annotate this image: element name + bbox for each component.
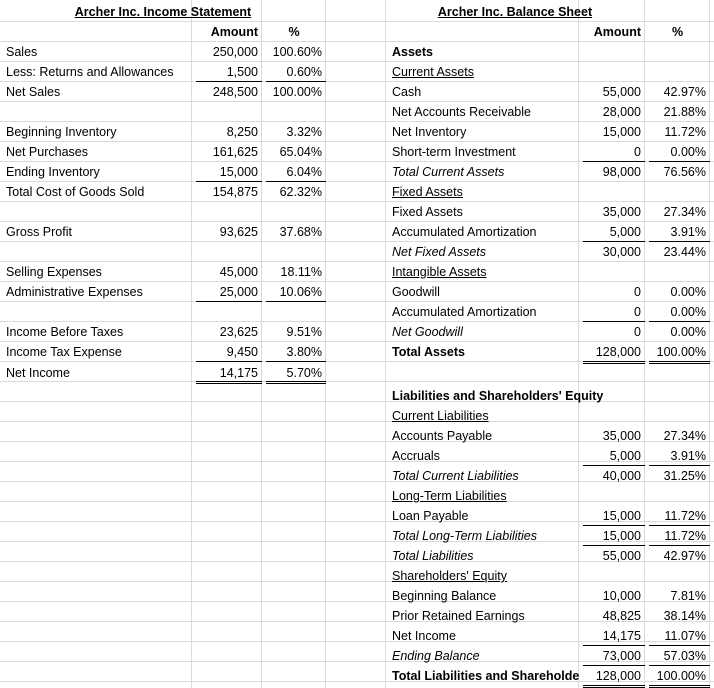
total-liabilities-equity-amount[interactable]: 128,000 [583, 666, 645, 688]
fixed-assets-header[interactable]: Fixed Assets [392, 185, 463, 199]
total-long-term-liabilities-pct[interactable]: 11.72% [649, 526, 710, 546]
accruals-label[interactable]: Accruals [392, 449, 440, 463]
net-purchases-label[interactable]: Net Purchases [6, 145, 88, 159]
income-pct-header[interactable]: % [288, 25, 300, 39]
gross-profit-amount[interactable]: 93,625 [219, 225, 258, 239]
income-tax-amount[interactable]: 9,450 [196, 342, 262, 362]
accumulated-amortization-label[interactable]: Accumulated Amortization [392, 225, 537, 239]
cogs-pct[interactable]: 62.32% [279, 185, 322, 199]
intangible-assets-header[interactable]: Intangible Assets [392, 265, 487, 279]
net-sales-pct[interactable]: 100.00% [272, 85, 322, 99]
sales-amount[interactable]: 250,000 [212, 45, 258, 59]
income-statement-title[interactable]: Archer Inc. Income Statement [74, 5, 252, 19]
returns-amount[interactable]: 1,500 [196, 62, 262, 82]
prior-retained-earnings-pct[interactable]: 38.14% [663, 609, 706, 623]
fixed-assets-pct[interactable]: 27.34% [663, 205, 706, 219]
total-current-assets-amount[interactable]: 98,000 [602, 165, 641, 179]
sales-label[interactable]: Sales [6, 45, 38, 59]
accumulated-amortization-amount[interactable]: 5,000 [583, 222, 645, 242]
income-tax-pct[interactable]: 3.80% [266, 342, 326, 362]
st-investment-pct[interactable]: 0.00% [649, 142, 710, 162]
balance-pct-header[interactable]: % [671, 25, 684, 39]
cogs-amount[interactable]: 154,875 [212, 185, 258, 199]
net-fixed-assets-pct[interactable]: 23.44% [663, 245, 706, 259]
net-sales-amount[interactable]: 248,500 [212, 85, 258, 99]
total-liabilities-equity-pct[interactable]: 100.00% [649, 666, 710, 688]
net-inventory-label[interactable]: Net Inventory [392, 125, 467, 139]
prior-retained-earnings-amount[interactable]: 48,825 [602, 609, 641, 623]
selling-expenses-amount[interactable]: 45,000 [219, 265, 258, 279]
loan-payable-pct[interactable]: 11.72% [649, 506, 710, 526]
income-before-taxes-pct[interactable]: 9.51% [286, 325, 322, 339]
st-investment-label[interactable]: Short-term Investment [392, 145, 516, 159]
total-liabilities-amount[interactable]: 55,000 [602, 549, 641, 563]
goodwill-amount[interactable]: 0 [634, 285, 641, 299]
current-assets-header[interactable]: Current Assets [392, 65, 474, 79]
prior-retained-earnings-label[interactable]: Prior Retained Earnings [392, 609, 525, 623]
liabilities-equity-label[interactable]: Liabilities and Shareholders' Equity [392, 389, 604, 403]
sales-pct[interactable]: 100.60% [272, 45, 322, 59]
assets-label[interactable]: Assets [392, 45, 433, 59]
beginning-balance-label[interactable]: Beginning Balance [392, 589, 497, 603]
administrative-expenses-amount[interactable]: 25,000 [196, 282, 262, 302]
selling-expenses-label[interactable]: Selling Expenses [6, 265, 102, 279]
accruals-pct[interactable]: 3.91% [649, 446, 710, 466]
net-purchases-amount[interactable]: 161,625 [212, 145, 258, 159]
beginning-inventory-amount[interactable]: 8,250 [226, 125, 258, 139]
current-liabilities-header[interactable]: Current Liabilities [392, 409, 489, 423]
accruals-amount[interactable]: 5,000 [583, 446, 645, 466]
goodwill-pct[interactable]: 0.00% [670, 285, 706, 299]
total-long-term-liabilities-label[interactable]: Total Long-Term Liabilities [392, 529, 537, 543]
net-goodwill-pct[interactable]: 0.00% [670, 325, 706, 339]
ending-inventory-pct[interactable]: 6.04% [266, 162, 326, 182]
income-tax-label[interactable]: Income Tax Expense [6, 345, 122, 359]
administrative-expenses-pct[interactable]: 10.06% [266, 282, 326, 302]
accounts-payable-amount[interactable]: 35,000 [602, 429, 641, 443]
total-current-liabilities-amount[interactable]: 40,000 [602, 469, 641, 483]
shareholders-equity-header[interactable]: Shareholders' Equity [392, 569, 507, 583]
gross-profit-label[interactable]: Gross Profit [6, 225, 72, 239]
goodwill-label[interactable]: Goodwill [392, 285, 440, 299]
equity-net-income-pct[interactable]: 11.07% [649, 626, 710, 646]
total-liabilities-pct[interactable]: 42.97% [663, 549, 706, 563]
equity-net-income-label[interactable]: Net Income [392, 629, 456, 643]
income-before-taxes-amount[interactable]: 23,625 [219, 325, 258, 339]
ending-balance-amount[interactable]: 73,000 [583, 646, 645, 666]
administrative-expenses-label[interactable]: Administrative Expenses [6, 285, 143, 299]
net-income-amount[interactable]: 14,175 [196, 362, 262, 384]
returns-pct[interactable]: 0.60% [266, 62, 326, 82]
net-fixed-assets-amount[interactable]: 30,000 [602, 245, 641, 259]
net-fixed-assets-label[interactable]: Net Fixed Assets [392, 245, 487, 259]
total-current-liabilities-label[interactable]: Total Current Liabilities [392, 469, 519, 483]
goodwill-amortization-label[interactable]: Accumulated Amortization [392, 305, 537, 319]
balance-amount-header[interactable]: Amount [593, 25, 641, 39]
ending-balance-label[interactable]: Ending Balance [392, 649, 480, 663]
beginning-balance-amount[interactable]: 10,000 [602, 589, 641, 603]
ending-inventory-label[interactable]: Ending Inventory [6, 165, 100, 179]
st-investment-amount[interactable]: 0 [583, 142, 645, 162]
total-assets-label[interactable]: Total Assets [392, 345, 465, 359]
net-sales-label[interactable]: Net Sales [6, 85, 61, 99]
gross-profit-pct[interactable]: 37.68% [279, 225, 322, 239]
net-income-label[interactable]: Net Income [6, 366, 70, 380]
loan-payable-label[interactable]: Loan Payable [392, 509, 469, 523]
net-inventory-amount[interactable]: 15,000 [602, 125, 641, 139]
net-goodwill-label[interactable]: Net Goodwill [392, 325, 463, 339]
net-inventory-pct[interactable]: 11.72% [664, 125, 706, 139]
accounts-payable-pct[interactable]: 27.34% [663, 429, 706, 443]
ending-inventory-amount[interactable]: 15,000 [196, 162, 262, 182]
accumulated-amortization-pct[interactable]: 3.91% [649, 222, 710, 242]
net-goodwill-amount[interactable]: 0 [634, 325, 641, 339]
total-current-assets-pct[interactable]: 76.56% [663, 165, 706, 179]
total-liabilities-equity-label[interactable]: Total Liabilities and Shareholde [392, 669, 579, 683]
accounts-payable-label[interactable]: Accounts Payable [392, 429, 493, 443]
net-income-pct[interactable]: 5.70% [266, 362, 326, 384]
balance-sheet-title[interactable]: Archer Inc. Balance Sheet [437, 5, 593, 19]
beginning-inventory-label[interactable]: Beginning Inventory [6, 125, 117, 139]
income-amount-header[interactable]: Amount [210, 25, 258, 39]
goodwill-amortization-amount[interactable]: 0 [583, 302, 645, 322]
long-term-liabilities-header[interactable]: Long-Term Liabilities [392, 489, 507, 503]
goodwill-amortization-pct[interactable]: 0.00% [649, 302, 710, 322]
net-ar-pct[interactable]: 21.88% [663, 105, 706, 119]
total-liabilities-label[interactable]: Total Liabilities [392, 549, 474, 563]
ending-balance-pct[interactable]: 57.03% [649, 646, 710, 666]
loan-payable-amount[interactable]: 15,000 [583, 506, 645, 526]
cogs-label[interactable]: Total Cost of Goods Sold [6, 185, 145, 199]
net-purchases-pct[interactable]: 65.04% [279, 145, 322, 159]
cash-pct[interactable]: 42.97% [663, 85, 706, 99]
equity-net-income-amount[interactable]: 14,175 [583, 626, 645, 646]
cash-label[interactable]: Cash [392, 85, 422, 99]
fixed-assets-amount[interactable]: 35,000 [602, 205, 641, 219]
fixed-assets-label[interactable]: Fixed Assets [392, 205, 463, 219]
total-assets-pct[interactable]: 100.00% [649, 342, 710, 364]
income-before-taxes-label[interactable]: Income Before Taxes [6, 325, 124, 339]
beginning-balance-pct[interactable]: 7.81% [670, 589, 706, 603]
total-long-term-liabilities-amount[interactable]: 15,000 [583, 526, 645, 546]
cash-amount[interactable]: 55,000 [602, 85, 641, 99]
beginning-inventory-pct[interactable]: 3.32% [286, 125, 322, 139]
returns-label[interactable]: Less: Returns and Allowances [6, 65, 174, 79]
total-current-liabilities-pct[interactable]: 31.25% [663, 469, 706, 483]
net-ar-amount[interactable]: 28,000 [602, 105, 641, 119]
net-ar-label[interactable]: Net Accounts Receivable [392, 105, 531, 119]
total-assets-amount[interactable]: 128,000 [583, 342, 645, 364]
total-current-assets-label[interactable]: Total Current Assets [392, 165, 505, 179]
selling-expenses-pct[interactable]: 18.11% [280, 265, 322, 279]
